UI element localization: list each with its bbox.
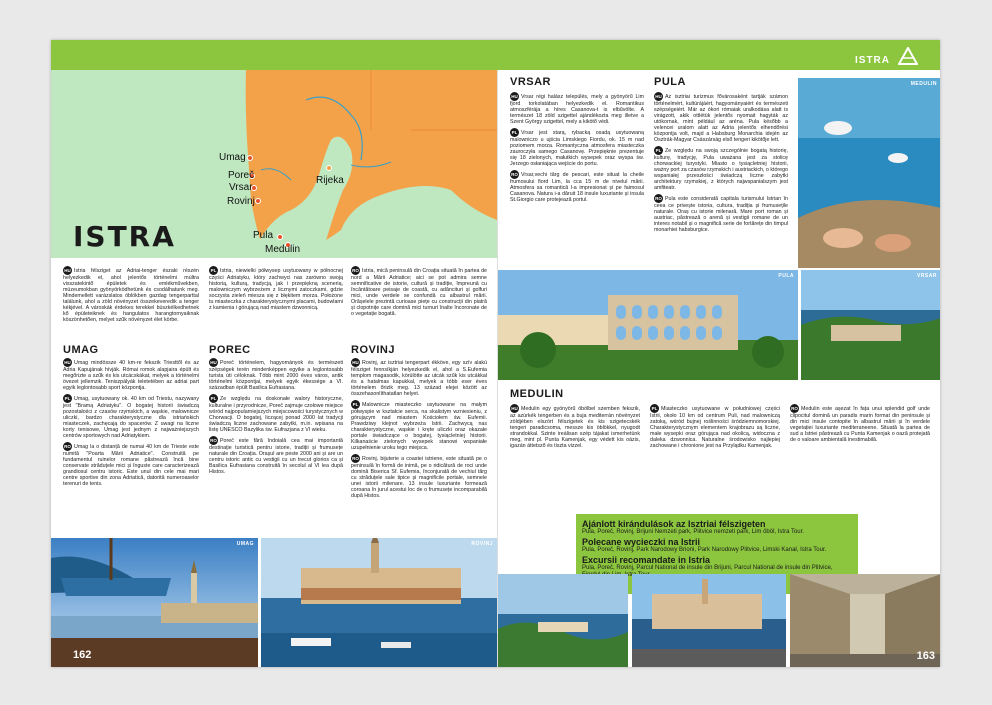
harbor-photo <box>498 574 628 667</box>
flag-hu-icon: HU <box>352 360 359 365</box>
tips-heading-ro: Excursii recomandate in Istria <box>582 555 711 565</box>
flag-pl-icon: PL <box>651 406 658 411</box>
pula-text <box>654 92 788 236</box>
flag-ro-icon: RO <box>791 406 798 411</box>
vrsar-photo <box>801 270 940 380</box>
istria-map <box>51 70 497 258</box>
flag-pl-icon: PL <box>655 148 662 153</box>
rovinj-heading: ROVINJ <box>351 344 395 356</box>
rovinj-pl: Malownicze miasteczko usytuowane na małym półwyspie w kształcie serca, na skalistym wzniesieniu, z górującym nad miastem Kościołem św. Eufemii. Prawdziwy klejnot wybrzeża Istrii. Zachwycą nas charakterystyczne, wąskie i kręte uliczki oraz okazałe portale świadczące o bogatej, tysiącletniej historii. Kilkanaście zielonych wysepek stanowi wspaniałe uzupełnienie uroku tego miejsca. <box>351 401 487 451</box>
flag-ro-icon: RO <box>210 438 217 443</box>
umag-photo-label: UMAG <box>236 541 254 547</box>
umag-dot <box>247 155 253 161</box>
city-pula: Pula <box>253 230 274 241</box>
flag-ro-icon: RO <box>64 444 71 449</box>
medulin-pl <box>650 404 780 452</box>
tips-heading-pl: Polecane wycieczki na Istrii <box>582 537 701 547</box>
intro-pl <box>209 266 343 314</box>
medulin-ro <box>790 404 930 446</box>
city-porec: Poreč <box>228 170 255 181</box>
rovinj-text <box>351 358 487 502</box>
right-page <box>497 40 940 667</box>
flag-hu-icon: HU <box>64 268 71 273</box>
pula-pl: Ze względu na swoją szczególnie bogatą historię, kulturę, tradycję, Pula uważana jest za stolicę chorwackiej turystyki. Miasto o tysiącletniej historii, ważny port za czasów rzymskich i austriackich, o którego wspaniałej przeszłości świadczą liczne zabytki architektury rzymskiej, z których najwspanialszym jest amfiteatr. <box>654 147 788 191</box>
pula-dot <box>277 234 283 240</box>
city-umag: Umag <box>219 152 246 163</box>
pula-photo-label: PULA <box>778 273 794 279</box>
brochure-spread <box>51 40 940 667</box>
header-title: ISTRA <box>855 55 890 66</box>
intro-hu <box>63 266 199 326</box>
vrsar-text <box>510 92 644 206</box>
umag-text <box>63 358 199 490</box>
flag-hu-icon: HU <box>655 94 662 99</box>
tips-text-pl: Pula, Poreč, Rovinj, Park Narodowy Brioni, Park Narodowy Plitvice, Limski Kanał, Istra Tour. <box>582 547 827 553</box>
city-medulin: Medulin <box>265 244 301 255</box>
medulin-ro-text: Medulin este așezat în fața unui splendid golf unde clipocitul domină un paradis marin format din peninsule și din mici insule contopite în albastrul mării și în verdele vegetației luxuriante mediteraneene. Situată la partea de sud a Istriei păstrează cu Punta Kamenjak o oază protejată de o valoare ambientală inestimabilă. <box>790 405 930 443</box>
rovinj-photo-label: ROVINJ <box>471 541 493 547</box>
flag-ro-icon: RO <box>511 172 518 177</box>
tips-heading-hu: Ajánlott kirándulások az Isztriai félszigeten <box>582 519 766 529</box>
umag-photo <box>51 538 258 667</box>
flag-pl-icon: PL <box>210 268 217 273</box>
flag-ro-icon: RO <box>352 456 359 461</box>
rijeka-dot <box>326 165 332 171</box>
page-number-left: 162 <box>73 649 92 661</box>
pula-heading: PULA <box>654 76 686 88</box>
header-bar <box>51 40 940 70</box>
flag-ro-icon: RO <box>655 196 662 201</box>
porec-text <box>209 358 343 478</box>
rovinj-dot <box>255 198 261 204</box>
flag-hu-icon: HU <box>210 360 217 365</box>
vrsar-heading: VRSAR <box>510 76 552 88</box>
porec-heading: POREC <box>209 344 251 356</box>
left-page <box>51 40 497 667</box>
tips-text-hu: Pula, Poreč, Rovinj, Brijuni Nemzeti park, Plitvice nemzeti park, Lim öböl, Istra Tour. <box>582 529 804 535</box>
city-rijeka: Rijeka <box>316 175 344 186</box>
medulin-photo-label: MEDULIN <box>910 81 937 87</box>
medulin-photo <box>798 78 940 268</box>
umag-hu: Umag mindössze 40 km-re fekszik Triesttől és az Adria Kapujának hívják. Római romok alapjaira épült és megőrizte a szűk és kis utcácskákat, melyek a történelmi övezet jellemzik. Teniszpályák teletetében az adriai part egyik leglontosabb sport központja. <box>63 359 199 391</box>
porec-hu: Poreč történelem, hagyományok és természeti szépségek terén mindenképpen egyike a leglontosabb turista úti céloknak. Több mint 2000 éves város, antik történelmi központjai, melyek egyik ékessége a VI. században épült Basilica Eufrasiana. <box>209 359 343 391</box>
flag-ro-icon: RO <box>352 268 359 273</box>
umag-ro: Umag la o distanță de numai 40 km de Trieste este numită "Poarta Mării Adriatice". Construită pe fundamentul ruinelor romane păstrează încă bine conservate străduțele mici și înguste care caracterizează grandiosul centru istoric. Este unul din cele mai mari centre sportive din zona Adriatică, datorită numeroaselor terenuri de tenis. <box>63 443 199 487</box>
city-rovinj: Rovinj <box>227 196 255 207</box>
flag-pl-icon: PL <box>511 130 518 135</box>
city-vrsar: Vrsar <box>229 182 253 193</box>
street-photo <box>790 574 940 667</box>
medulin-hu-text: Medulin egy gyönyörű öbölbel szemben fekszik, az azúrkék tengerben és a buja mediterrán növényzet zöldjében elszórt félszigetek és kis szigetecskék tengeri paradicsoma, messze kis öblökkel, nyugodt strandokkal. Szinte ireálisan szép tájakat ismerhetünk meg, mint pl. Punta Kamenjak, egy védett kis oázis, igazán áttetsző és tiszta vizzel. <box>510 405 640 449</box>
intro-hu-text: Istria félsziget az Adriai-tenger északi részén helyezkedik el, ahol jelentős történelmi múltra visszatekintő épületek és emlékművekben, múzeumokban gyönyörködhetünk és csodálhatunk meg. Mindemellett varázslatos öblökben gazdag tengerparttal találunk, ahol a zöld növényzet összekeveredik a tenger kékjével. A városkák érdekes terekkel büszkélkedhetnek kő épületeiknek és hangulatos harangtornyaiknak köszönhetően, melyet szűk növényzet élet körbe. <box>63 267 199 323</box>
istra-logo-icon <box>898 47 918 65</box>
intro-ro-text: Istria, mică peninsulă din Croația situată în partea de nord a Mării Adriatice; aici se pot admira semne semnificative de istorie, cultură și tradiție, împreună cu încântătoare peisaje de coastă, cu adâncituri și golfuri mici, unde verdele se confundă cu albastrul mării. Orășelele prezintă curioase piețe cu construcții din piatră și clopotnițe care domină mici turnuri înalte încoronate de o vegetație bogată. <box>351 267 487 317</box>
pula-ro: Pula este considerată capitala turismului Istrian în ceea ce privește istoria, cultura, tradiția și frumusețile naturale. Oraș cu istorie milenară. Mare port roman și austriac, păstrează o arenă și vestigii romane de un interes notabil și o magnifică serie de fortărețe din timpul monarhiei habsburgice. <box>654 195 788 233</box>
medulin-heading: MEDULIN <box>510 388 564 400</box>
vrsar-hu: Vrsar régi halász település, mely a gyönyörű Lim fjord torkolatában helyezkedik el. Romantikus atmoszférája a híres Casanova-t is elbűvölte. A természet 18 zöld szigettel ajándékozta meg illetve a Szent György szigettel, mely a kikötő védi. <box>510 93 644 125</box>
pula-hu: Az isztriai turizmus fővárosaként tartják számon történelmért, kultúrájáért, hagyományaiért és természeti szépségeiért. Már az ókori rómaiak uralkodása alatt is virágzott, akik ottlétük jelentős nyomait hagyták az utókornak, mint például az aréna. Pula később a velencei uralom alatt az Adria jelentős elhendőrési központja volt, majd a Habsburg Monarchia idején az Osztrák-Magyar Császárság első tengeri kikötője lett. <box>654 93 788 143</box>
intro-ro <box>351 266 487 320</box>
vrsar-ro: Vrsar,vechi târg de pescari, este situat la cheile frumosului fiord Lim, la cca 15 m de nivelul mării. Atmosfera sa romantică l-a impresionat și pe faimosul Casanova. Natura i-a dăruit 18 insule luxuriante și insula St.Giorgio care protejează portul. <box>510 171 644 203</box>
medulin-hu <box>510 404 640 452</box>
vrsar-pl: Vrsar jest starą, rybacką osadą usytuowaną malowniczo u ujścia Limskiego Fiordu, ok. 15 m nad poziomem morza. Romantyczna atmosfera miasteczka zauroczyła samego Casanovę. Przepięknie prezentuje się 18 zielonych, małutkich wysepek oraz wyspa św. Jerzego osłaniająca wejście do portu. <box>510 129 644 167</box>
umag-heading: UMAG <box>63 344 99 356</box>
flag-pl-icon: PL <box>352 402 359 407</box>
vrsar-photo-label: VRSAR <box>916 273 937 279</box>
rovinj-photo <box>261 538 497 667</box>
porec-pl: Ze względu na doskonałe walory historyczne, kulturalne i przyrodnicze, Poreč zajmuje czołowe miejsce wśród najpopularniejszych miejscowości turystycznych w Chorwacji. O bogatej, liczącej ponad 2000 lat tradycji świadczą liczne zachowane zabytki, m.in. wpisana na listę UNESCO Bazylika św. Eufrazjana z VI wieku. <box>209 395 343 433</box>
rovinj-hu: Rovinj, az isztriai tengerpart ékköve, egy szív alakú félsziget fennsíkján helyezkedik el, ahol a S.Eufemia templom magasodik, körülötte az utcák szűk kis utcákkal és a hatalmas kapukkal, melyek a tóbb eser éves történelem őrizik meg. 13 század elejei között az összehasonlíthatatlan helyet. <box>351 359 487 397</box>
rovinj-ro: Rovinj, bijuterie a coastei istriene, este situată pe o peninsulă în formă de inimă, pe o ridicătură de roci unde domină Biserica Sf. Eufemia, înconjurată de vechiul târg cu străduțele sale tipice și magnificile portale, semnele unei istorii milenare. 13 insule luxuriante formează coroana în jurul acestui loc de o frumusețe incomparabilă după Histos. <box>351 455 487 499</box>
tips-text-ro: Pula, Poreč, Rovinj, Parcul National de insule din Brijuni, Parcul National de insule din Plitvice, Istra <box>582 565 833 578</box>
town-photo <box>632 574 786 667</box>
umag-pl: Umag, usytuowany ok. 40 km od Triestu, nazywany jest "Bramą Adriatyku". O bogatej historii świadczą pozostałości z czasów rzymskich, a wąskie, malownicze uliczki, bardzo charakterystyczne dla istriańskich miasteczek, zachęcają do spacerów. Z uwagi na liczne korty tenisowe, Umag jest jednym z najważniejszych centrów sportowych nad Adriatykiem. <box>63 395 199 439</box>
flag-hu-icon: HU <box>64 360 71 365</box>
flag-hu-icon: HU <box>511 94 518 99</box>
map-title: ISTRA <box>73 220 176 253</box>
pula-photo <box>498 270 798 380</box>
medulin-pl-text: Miasteczko usytuowane w południowej części Istrii, około 10 km od centrum Puli, nad malowniczą zatoką, wśród bujnej roślinności śródziemnomorskiej. Charakterystycznym elementem krajobrazu są liczne, małe wysepki oraz górująca nad okolicą, widoczna z daleka dzwonnica. Naturalne środowisko najlepiej zachowane i chronione jest na Przylądku Kamenjak. <box>650 405 780 449</box>
intro-pl-text: Istria, niewielki półwysep usytuowany w północnej części Adriatyku, który zachwyci nas zarówno swoją historią, kulturą, tradycją, jak i przepiękną scenerią, malowniczym wybrzeżem z licznymi zatoczkami, gdzie soczysta zieleń miesza się z błękitem morza. Położone tu miasteczka z charakterystycznymi placami, budowlami z kamienia i górującą nad miastem dzwonnicą. <box>209 267 343 311</box>
porec-ro: Poreč este fără îndoială cea mai importantă destinație turistică pentru istorie, tradiții și frumusețe naturale din Croația. Orașul are peste 2000 ani și are un centru istoric antic cu vestigii cu un trecut glorios ca și Basilica Eufrasiana construită în secolul al VI lea după Histos. <box>209 437 343 475</box>
flag-hu-icon: HU <box>511 406 518 411</box>
page-number-right: 163 <box>916 650 935 662</box>
flag-pl-icon: PL <box>64 396 71 401</box>
flag-pl-icon: PL <box>210 396 217 401</box>
